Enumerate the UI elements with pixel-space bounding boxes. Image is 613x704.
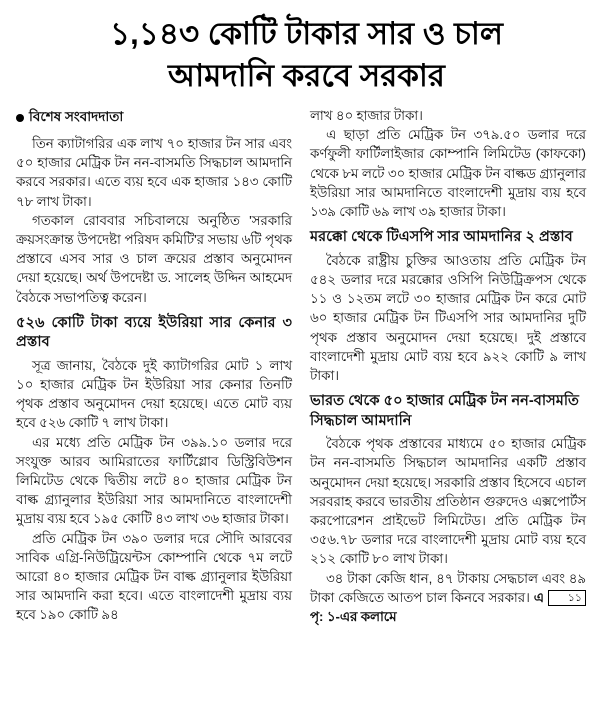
jump-continuation: পৃ: ১-এর কলামে [310, 608, 397, 624]
paragraph: গতকাল রোববার সচিবালয়ে অনুষ্ঠিত 'সরকারি ক্রয়সংক্রান্ত উপদেষ্টা পরিষদ কমিটি'র সভায় ৬টি পৃথক প্রস্তাবে এসব সার ও চাল ক্রয়ের প্রস্তাব অনুমোদন দেয়া হয়েছে। অর্থ উপদেষ্টা ড. সালেহ উদ্দিন আহমেদ বৈঠকে সভাপতিত্ব করেন। [16, 212, 292, 305]
right-column [310, 106, 586, 678]
paragraph-text: ৩৪ টাকা কেজি ধান, ৪৭ টাকায় সেদ্ধচাল এবং ৪৯ টাকা কেজিতে আতপ চাল কিনবে সরকার। [310, 570, 586, 605]
paragraph: প্রতি মেট্রিক টন ৩৯০ ডলার দরে সৌদি আরবের সাবিক এগ্রি-নিউট্রিয়েন্টস কোম্পানি থেকে ৭ম লটে আরো ৪০ হাজার মেট্রিক টন বাল্ক গ্র্যানুলার ইউরিয়া সার আমদানি করা হবে। এতে বাংলাদেশী মুদ্রায় ব্যয় হবে ১৯০ কোটি ৯৪ [16, 530, 292, 623]
bullet-dot-icon [16, 114, 24, 122]
article-columns [16, 106, 597, 678]
section-subheading: ভারত থেকে ৫০ হাজার মেট্রিক টন নন-বাসমতি সিদ্ধচাল আমদানি [310, 393, 579, 429]
section-subheading: মরক্কো থেকে টিএসপি সার আমদানির ২ প্রস্তাব [310, 229, 573, 246]
jump-label: এ [533, 589, 544, 605]
paragraph-with-jump [310, 569, 586, 627]
paragraph: বৈঠকে রাষ্ট্রীয় চুক্তির আওতায় প্রতি মেট্রিক টন ৫৪২ ডলার দরে মরক্কোর ওসিপি নিউট্রিক্রপস থেকে ১১ ও ১২তম লটে ৩০ হাজার মেট্রিক টন করে মোট ৬০ হাজার মেট্রিক টন টিএসপি সার আমদানির দুটি পৃথক প্রস্তাব অনুমোদন দেয়া হয়েছে। দুই প্রস্তাবে বাংলাদেশী মুদ্রায় মোট ব্যয় হবে ৯২২ কোটি ৯ লাখ টাকা। [310, 252, 586, 383]
paragraph: সূত্র জানায়, বৈঠকে দুই ক্যাটাগরির মোট ১ লাখ ১০ হাজার মেট্রিক টন ইউরিয়া সার কেনার তিনটি পৃথক প্রস্তাব অনুমোদন দেয়া হয়েছে। এতে মোট ব্যয় হবে ৫২৬ কোটি ৭ লাখ টাকা। [16, 357, 292, 431]
left-column [16, 106, 292, 678]
paragraph: বৈঠকে পৃথক প্রস্তাবের মাধ্যমে ৫০ হাজার মেট্রিক টন নন-বাসমতি সিদ্ধচাল আমদানির একটি প্রস্তাব অনুমোদন দেয়া হয়েছে। সরকারি প্রস্তাব হিসেবে এচাল সরবরাহ করবে ভারতীয় প্রতিষ্ঠান গুরুদেও এক্সপোর্টস করপোরেশন প্রাইভেট লিমিটেড। প্রতি মেট্রিক টন ৩৫৬.৭৮ ডলার দরে বাংলাদেশী মুদ্রায় মোট ব্যয় হবে ২১২ কোটি ৮০ লাখ টাকা। [310, 436, 586, 567]
page-title [16, 14, 597, 96]
paragraph: তিন ক্যাটাগরির এক লাখ ৭০ হাজার টন সার এবং ৫০ হাজার মেট্রিক টন নন-বাসমতি সিদ্ধচাল আমদানি করবে সরকার। এতে ব্যয় হবে এক হাজার ১৪৩ কোটি ৭৮ লাখ টাকা। [16, 136, 292, 209]
headline-line-1: ১,১৪৩ কোটি টাকার সার ও চাল [110, 16, 503, 51]
byline-text: বিশেষ সংবাদদাতা [29, 109, 124, 124]
paragraph: লাখ ৪০ হাজার টাকা। [310, 108, 423, 123]
headline-line-2: আমদানি করবে সরকার [168, 58, 445, 93]
paragraph: এ ছাড়া প্রতি মেট্রিক টন ৩৭৯.৫০ ডলার দরে কর্ণফুলী ফার্টিলাইজার কোম্পানি লিমিটেড (কাফকো) থেকে ৮ম লটে ৩০ হাজার মেট্রিক টন বাল্কড গ্র্যানুলার ইউরিয়া সার আমদানিতে বাংলাদেশী মুদ্রায় ব্যয় হবে ১৩৯ কোটি ৬৯ লাখ ৩৯ হাজার টাকা। [310, 127, 586, 220]
section-subheading: ৫২৬ কোটি টাকা ব্যয়ে ইউরিয়া সার কেনার ৩ প্রস্তাব [16, 314, 292, 351]
jump-page-box: ১১ [548, 590, 586, 606]
paragraph: এর মধ্যে প্রতি মেট্রিক টন ৩৯৯.১০ ডলার দরে সংযুক্ত আরব আমিরাতের ফার্টিগ্লোব ডিস্ট্রিবিউশন লিমিটেড থেকে দ্বিতীয় লটে ৪০ হাজার মেট্রিক টন বাল্ক গ্র্যানুলার ইউরিয়া সার আমদানিতে বাংলাদেশী মুদ্রায় ব্যয় হবে ১৯৫ কোটি ৪৩ লাখ ৩৬ হাজার টাকা। [16, 434, 292, 527]
byline [16, 106, 292, 129]
